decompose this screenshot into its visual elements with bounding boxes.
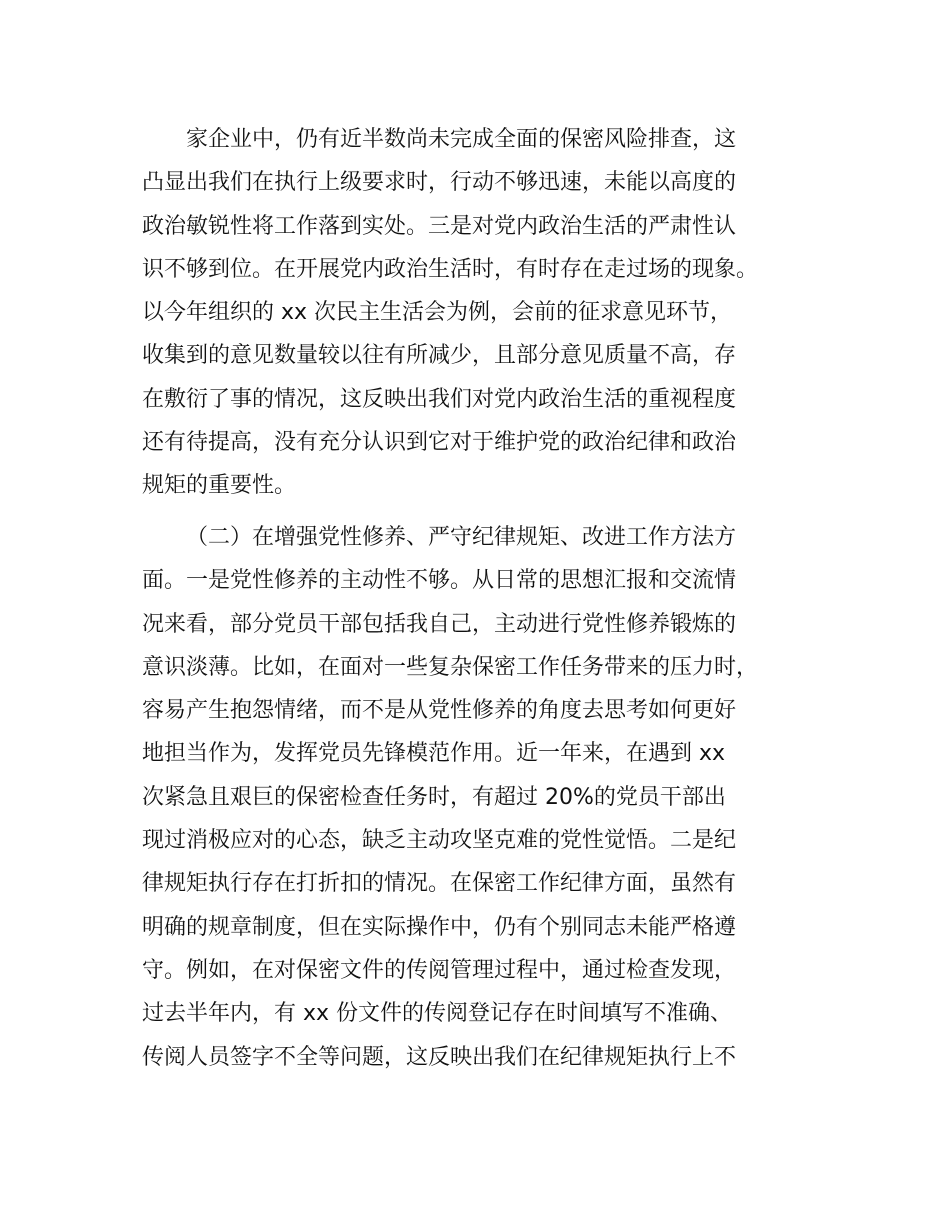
paragraph-1-line: 凸显出我们在执行上级要求时，行动不够迅速，未能以高度的 <box>142 170 737 196</box>
paragraph-1-line: 以今年组织的 xx 次民主生活会为例，会前的征求意见环节， <box>142 300 733 326</box>
paragraph-1-line: 规矩的重要性。 <box>142 473 297 499</box>
paragraph-2-line: 明确的规章制度，但在实际操作中，仍有个别同志未能严格遵 <box>142 914 737 940</box>
paragraph-2-line: 律规矩执行存在打折扣的情况。在保密工作纪律方面，虽然有 <box>142 871 737 897</box>
paragraph-2 <box>142 516 842 1079</box>
paragraph-2-line: 意识淡薄。比如，在面对一些复杂保密工作任务带来的压力时， <box>142 654 759 680</box>
paragraph-2-line: 过去半年内，有 xx 份文件的传阅登记存在时间填写不准确、 <box>142 1001 733 1027</box>
paragraph-1-line: 还有待提高，没有充分认识到它对于维护党的政治纪律和政治 <box>142 430 737 456</box>
paragraph-2-line: 现过消极应对的心态，缺乏主动攻坚克难的党性觉悟。二是纪 <box>142 828 737 854</box>
paragraph-2-line: 面。一是党性修养的主动性不够。从日常的思想汇报和交流情 <box>142 568 737 594</box>
paragraph-2-line: 守。例如，在对保密文件的传阅管理过程中，通过检查发现， <box>142 957 737 983</box>
paragraph-2-line: 容易产生抱怨情绪，而不是从党性修养的角度去思考如何更好 <box>142 698 737 724</box>
paragraph-2-line: 次紧急且艰巨的保密检查任务时，有超过 20%的党员干部出 <box>142 784 726 810</box>
paragraph-2-line: （二）在增强党性修养、严守纪律规矩、改进工作方法方 <box>186 525 737 550</box>
paragraph-1-line: 家企业中，仍有近半数尚未完成全面的保密风险排查，这 <box>186 127 737 152</box>
paragraph-1-line: 在敷衍了事的情况，这反映出我们对党内政治生活的重视程度 <box>142 386 737 412</box>
paragraph-2-line: 地担当作为，发挥党员先锋模范作用。近一年来，在遇到 xx <box>142 741 726 767</box>
paragraph-1-line: 收集到的意见数量较以往有所减少，且部分意见质量不高，存 <box>142 343 737 369</box>
paragraph-2-line: 传阅人员签字不全等问题，这反映出我们在纪律规矩执行上不 <box>142 1044 737 1070</box>
paragraph-1 <box>142 118 842 508</box>
paragraph-2-line: 况来看，部分党员干部包括我自己，主动进行党性修养锻炼的 <box>142 611 737 637</box>
paragraph-1-line: 政治敏锐性将工作落到实处。三是对党内政治生活的严肃性认 <box>142 213 737 239</box>
paragraph-1-line: 识不够到位。在开展党内政治生活时，有时存在走过场的现象。 <box>142 256 759 282</box>
